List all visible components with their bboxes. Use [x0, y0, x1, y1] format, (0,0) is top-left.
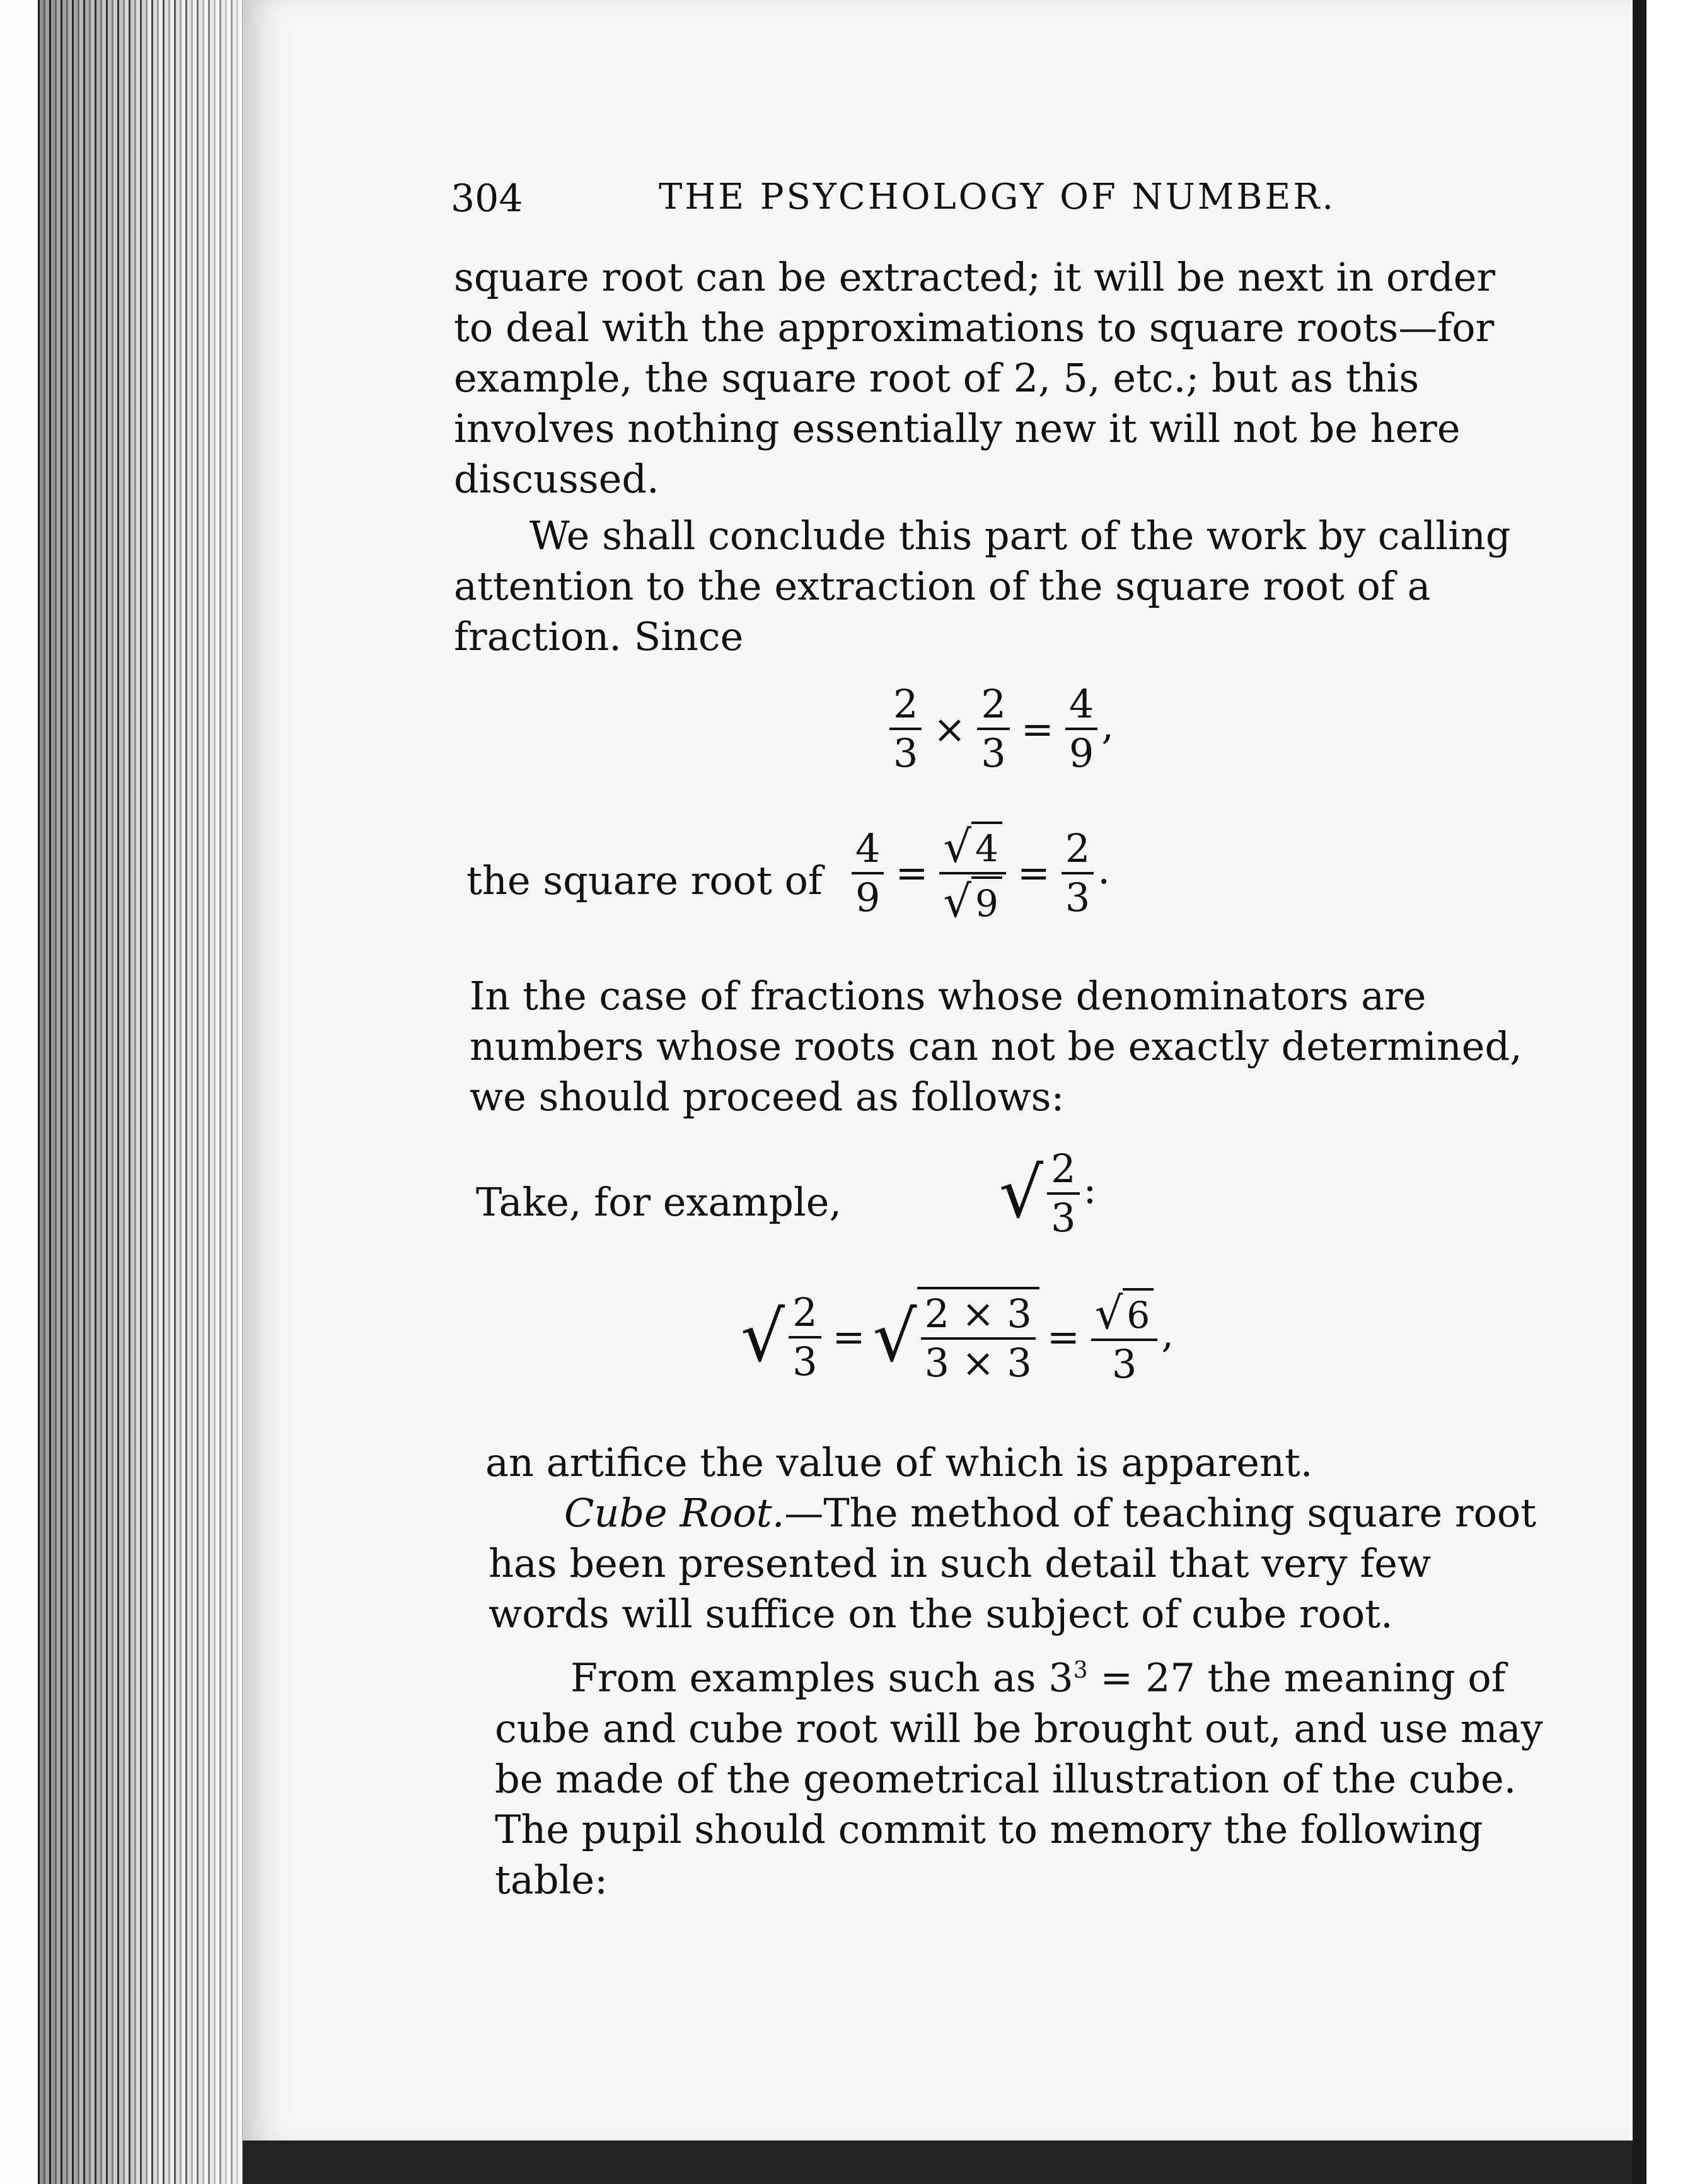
paragraph-6: From examples such as $3^3 = 27$ the meaning of cube and cube root will be brought out, and use may be made of the geometrical illustration of the cube. The pupil should commit to memory the following table:	[495, 1654, 1543, 1903]
running-title: THE PSYCHOLOGY OF NUMBER.	[659, 177, 1336, 218]
equation-product: $\frac{2}{3}$ × $\frac{2}{3}$ = $\frac{4}{9}$ ,	[886, 681, 1114, 777]
fraction: $\frac{√ 6}{3}$	[1091, 1286, 1158, 1388]
paragraph-4: an artifice the value of which is apparent.	[485, 1439, 1313, 1485]
fraction: $\frac{2}{3}$	[977, 681, 1009, 777]
equation-example-root: √ $\frac{2}{3}$ :	[999, 1146, 1097, 1241]
equals-sign: =	[1017, 850, 1050, 897]
fraction: $\frac{2}{3}$	[889, 681, 922, 777]
radical: √ $\frac{2}{3}$	[999, 1144, 1084, 1241]
book-page-edges	[38, 0, 246, 2184]
radical: √ $\frac{2 \times 3}{3 \times 3}$	[873, 1287, 1039, 1386]
equals-sign: =	[1021, 706, 1054, 752]
fraction	[939, 820, 1006, 927]
equals-sign: =	[895, 850, 929, 897]
equation-root-fraction: $\frac{4}{9}$ = $\frac{√ 4}{√ 9}$ = $\frac{2}{3}$ .	[848, 820, 1110, 927]
times-sign: ×	[933, 706, 966, 752]
equals-sign: =	[1046, 1313, 1080, 1360]
radical: √ 4	[943, 820, 1002, 872]
equation-label: the square root of	[466, 857, 823, 903]
paragraph-5: Cube Root.—The method of teaching square root has been presented in such detail that very few words will suffice on the subject of cube root.	[489, 1490, 1537, 1637]
paragraph-2: We shall conclude this part of the work by calling attention to the extraction of the square root of a fraction. Since	[454, 513, 1511, 659]
paragraph-1: square root can be extracted; it will be next in order to deal with the approximations to square roots—for example, the square root of 2, 5, etc.; but as this involves nothing essentially new it will not be here discussed.	[454, 254, 1496, 502]
page-number: 304	[451, 177, 523, 221]
paragraph-3: In the case of fractions whose denominators are numbers whose roots can not be exactly determined, we should proceed as follows:	[470, 973, 1522, 1120]
radical: √ 9	[943, 875, 1002, 927]
section-heading: Cube Root.	[564, 1490, 785, 1536]
equals-sign: =	[832, 1313, 865, 1360]
fraction: $\frac{4}{9}$	[852, 825, 884, 921]
fraction: $\frac{4}{9}$	[1065, 681, 1097, 777]
fraction: $\frac{2}{3}$	[1062, 825, 1094, 921]
scan-right-margin	[1646, 0, 1707, 2184]
page-header	[451, 177, 1510, 227]
equation-label: Take, for example,	[476, 1179, 842, 1225]
equation-rationalize: √ $\frac{2}{3}$ = √ $\frac{2 \times 3}{3 \times 3}$ = $\frac{√ 6}{3}$ ,	[741, 1287, 1174, 1387]
radical: √ 6	[1095, 1287, 1154, 1339]
facing-page-edge	[1633, 0, 1646, 2184]
page-bottom-shadow	[243, 2140, 1639, 2184]
scan-left-margin	[0, 0, 38, 2184]
radical: √ $\frac{2}{3}$	[741, 1288, 825, 1385]
